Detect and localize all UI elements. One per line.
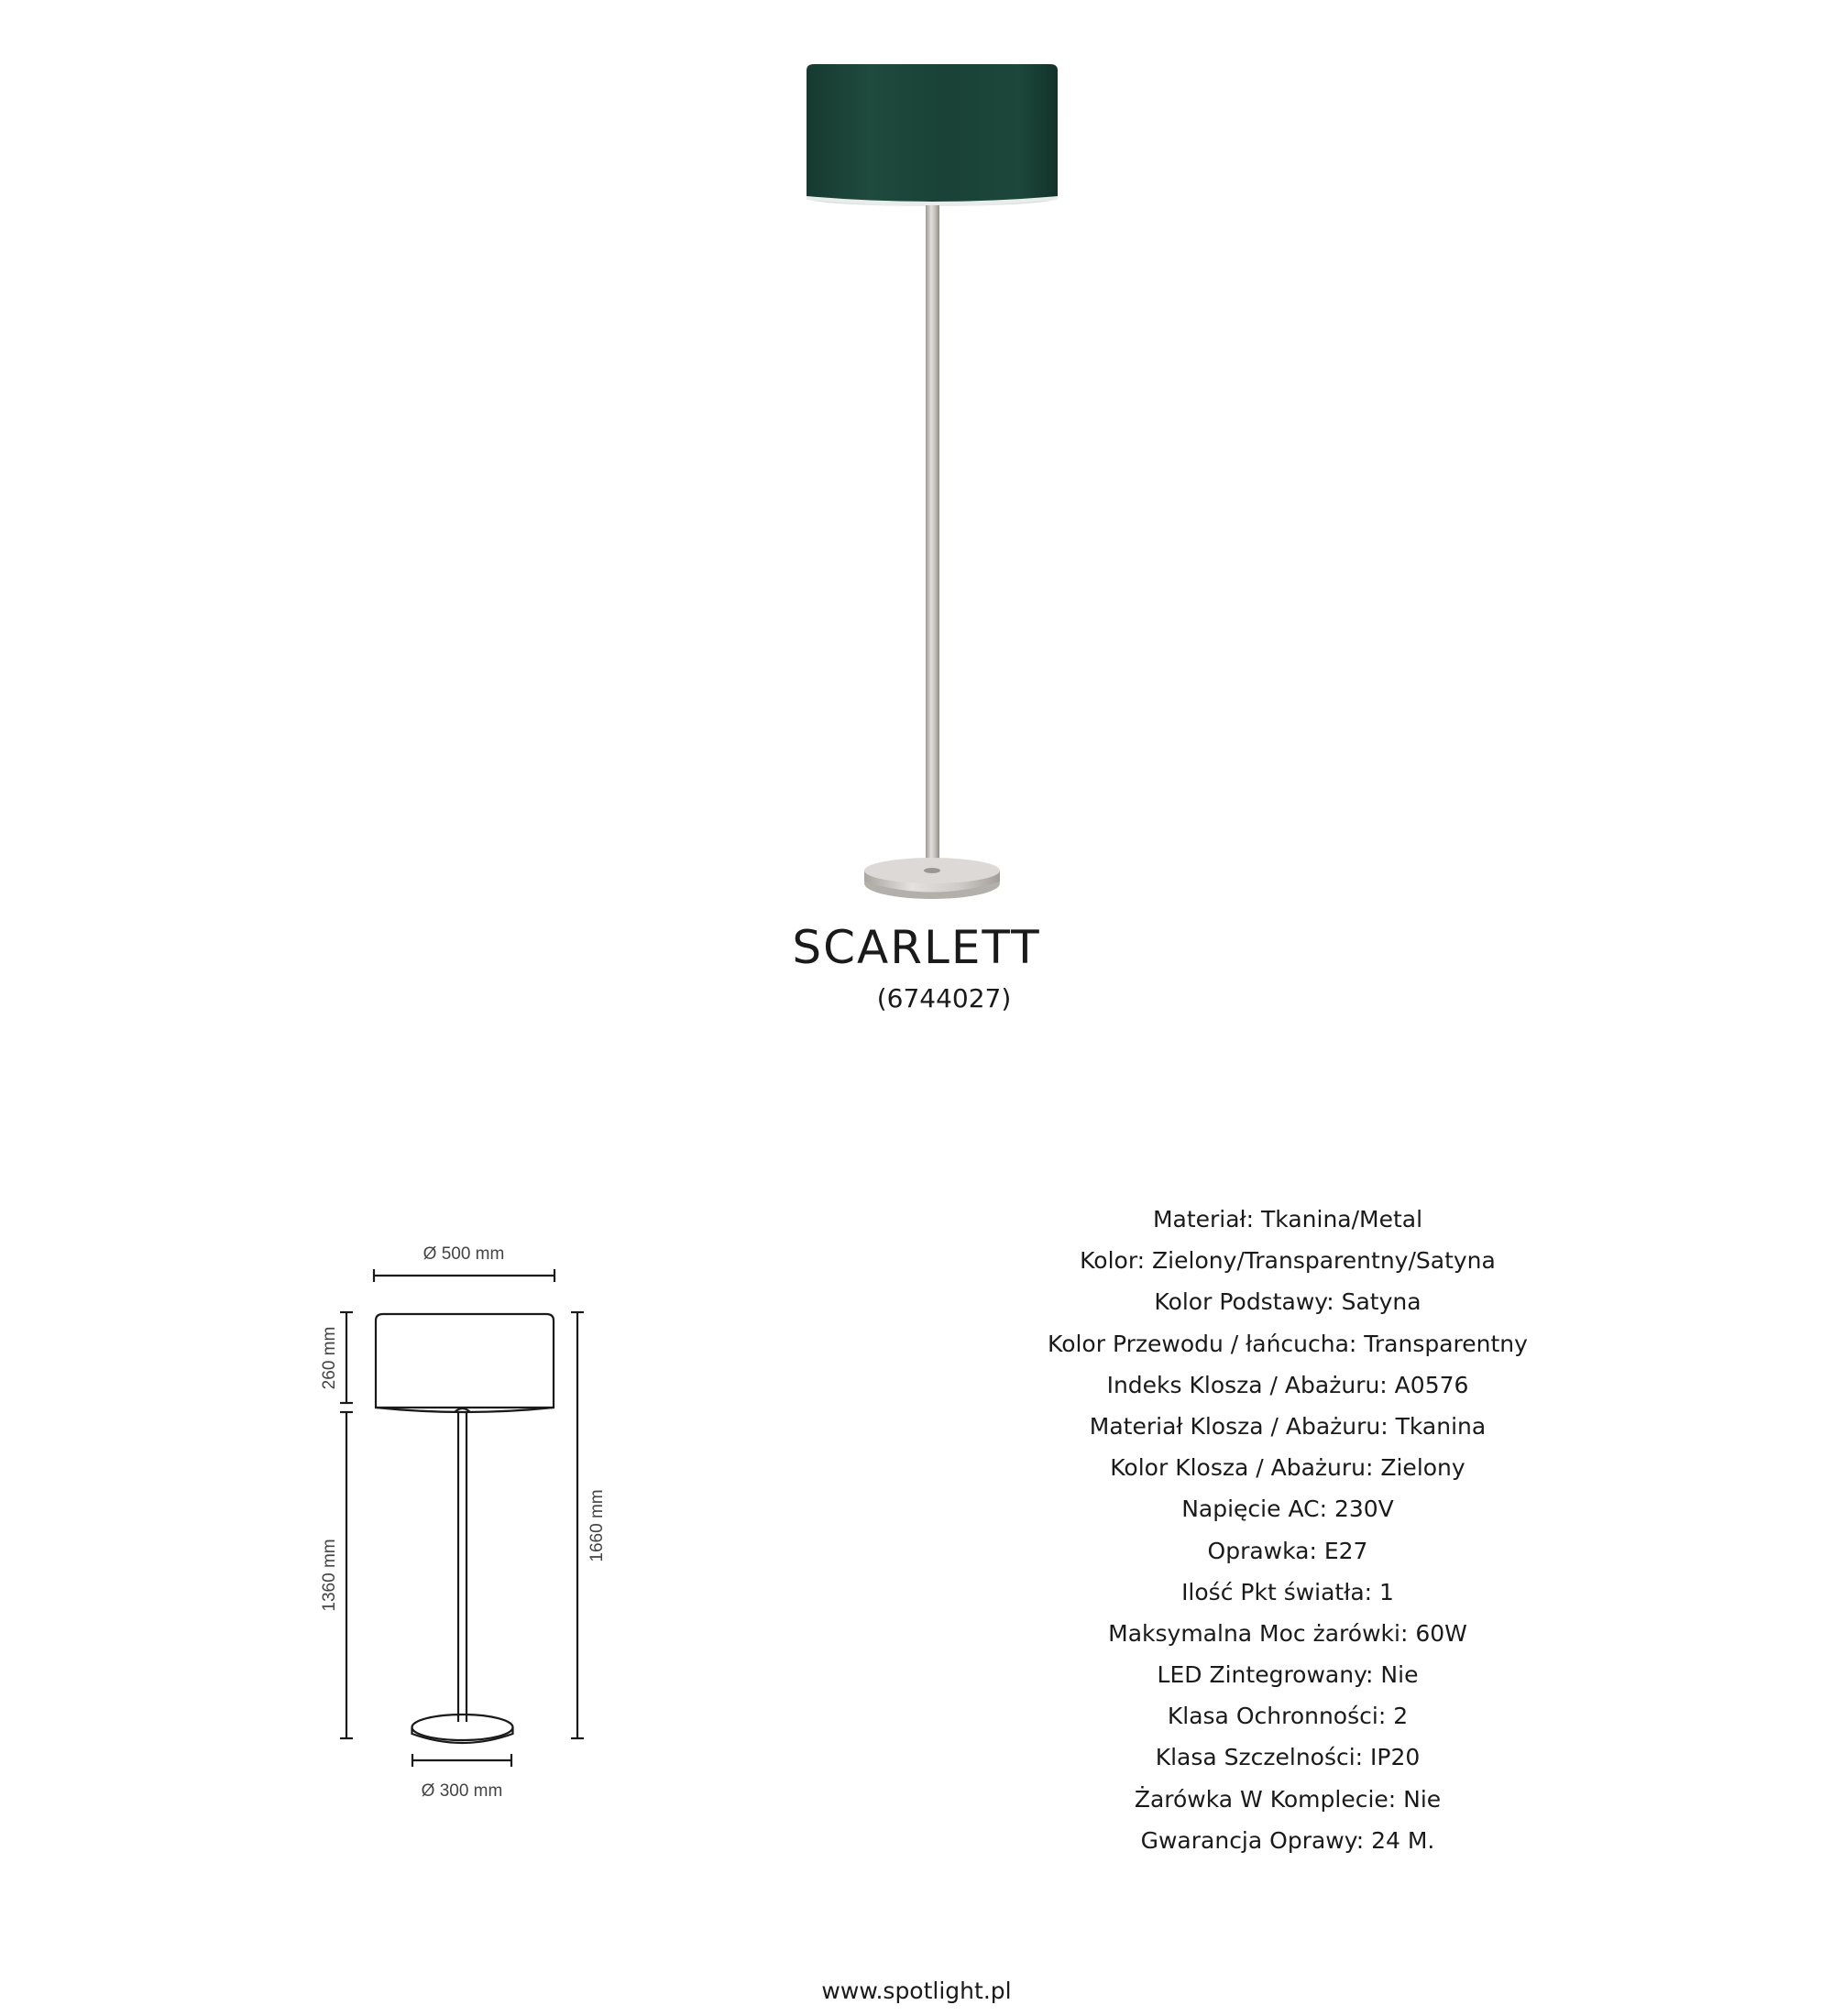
dim-total-height: 1660 mm (587, 1489, 607, 1562)
spec-item: Oprawka: E27 (1207, 1537, 1368, 1564)
spec-item: Kolor: Zielony/Transparentny/Satyna (1080, 1247, 1496, 1275)
product-code: (6744027) (876, 983, 1012, 1013)
spec-item: Materiał Klosza / Abażuru: Tkanina (1089, 1412, 1487, 1440)
spec-item: Indeks Klosza / Abażuru: A0576 (1106, 1371, 1469, 1398)
spec-item: Ilość Pkt światła: 1 (1181, 1578, 1394, 1605)
spec-item: Materiał: Tkanina/Metal (1152, 1206, 1423, 1233)
dim-top-diameter: Ø 500 mm (423, 1244, 505, 1264)
dim-shade-height: 260 mm (320, 1326, 339, 1390)
lamp-shade (807, 64, 1058, 206)
spec-item: Kolor Klosza / Abażuru: Zielony (1110, 1454, 1465, 1482)
spec-item: Żarówka W Komplecie: Nie (1134, 1785, 1442, 1813)
dimension-drawing (275, 1210, 642, 1814)
spec-item: Klasa Szczelności: IP20 (1155, 1744, 1421, 1771)
spec-item: Kolor Przewodu / łańcucha: Transparentny (1048, 1330, 1528, 1357)
footer-website-link[interactable]: www.spotlight.pl (821, 1978, 1012, 2004)
dim-stem-height: 1360 mm (320, 1539, 339, 1612)
spec-item: Kolor Podstawy: Satyna (1154, 1288, 1421, 1316)
spec-list (926, 1199, 1650, 1861)
spec-item: Napięcie AC: 230V (1181, 1496, 1394, 1523)
lamp-product-image (0, 0, 1833, 916)
lamp-base (864, 858, 1000, 899)
lamp-pole (926, 205, 939, 870)
spec-item: Maksymalna Moc żarówki: 60W (1108, 1619, 1467, 1647)
spec-item: Klasa Ochronności: 2 (1167, 1703, 1409, 1730)
spec-item: Gwarancja Oprawy: 24 M. (1140, 1826, 1435, 1854)
spec-item: LED Zintegrowany: Nie (1157, 1661, 1419, 1689)
dim-base-diameter: Ø 300 mm (421, 1781, 503, 1801)
product-name: SCARLETT (792, 921, 1041, 974)
